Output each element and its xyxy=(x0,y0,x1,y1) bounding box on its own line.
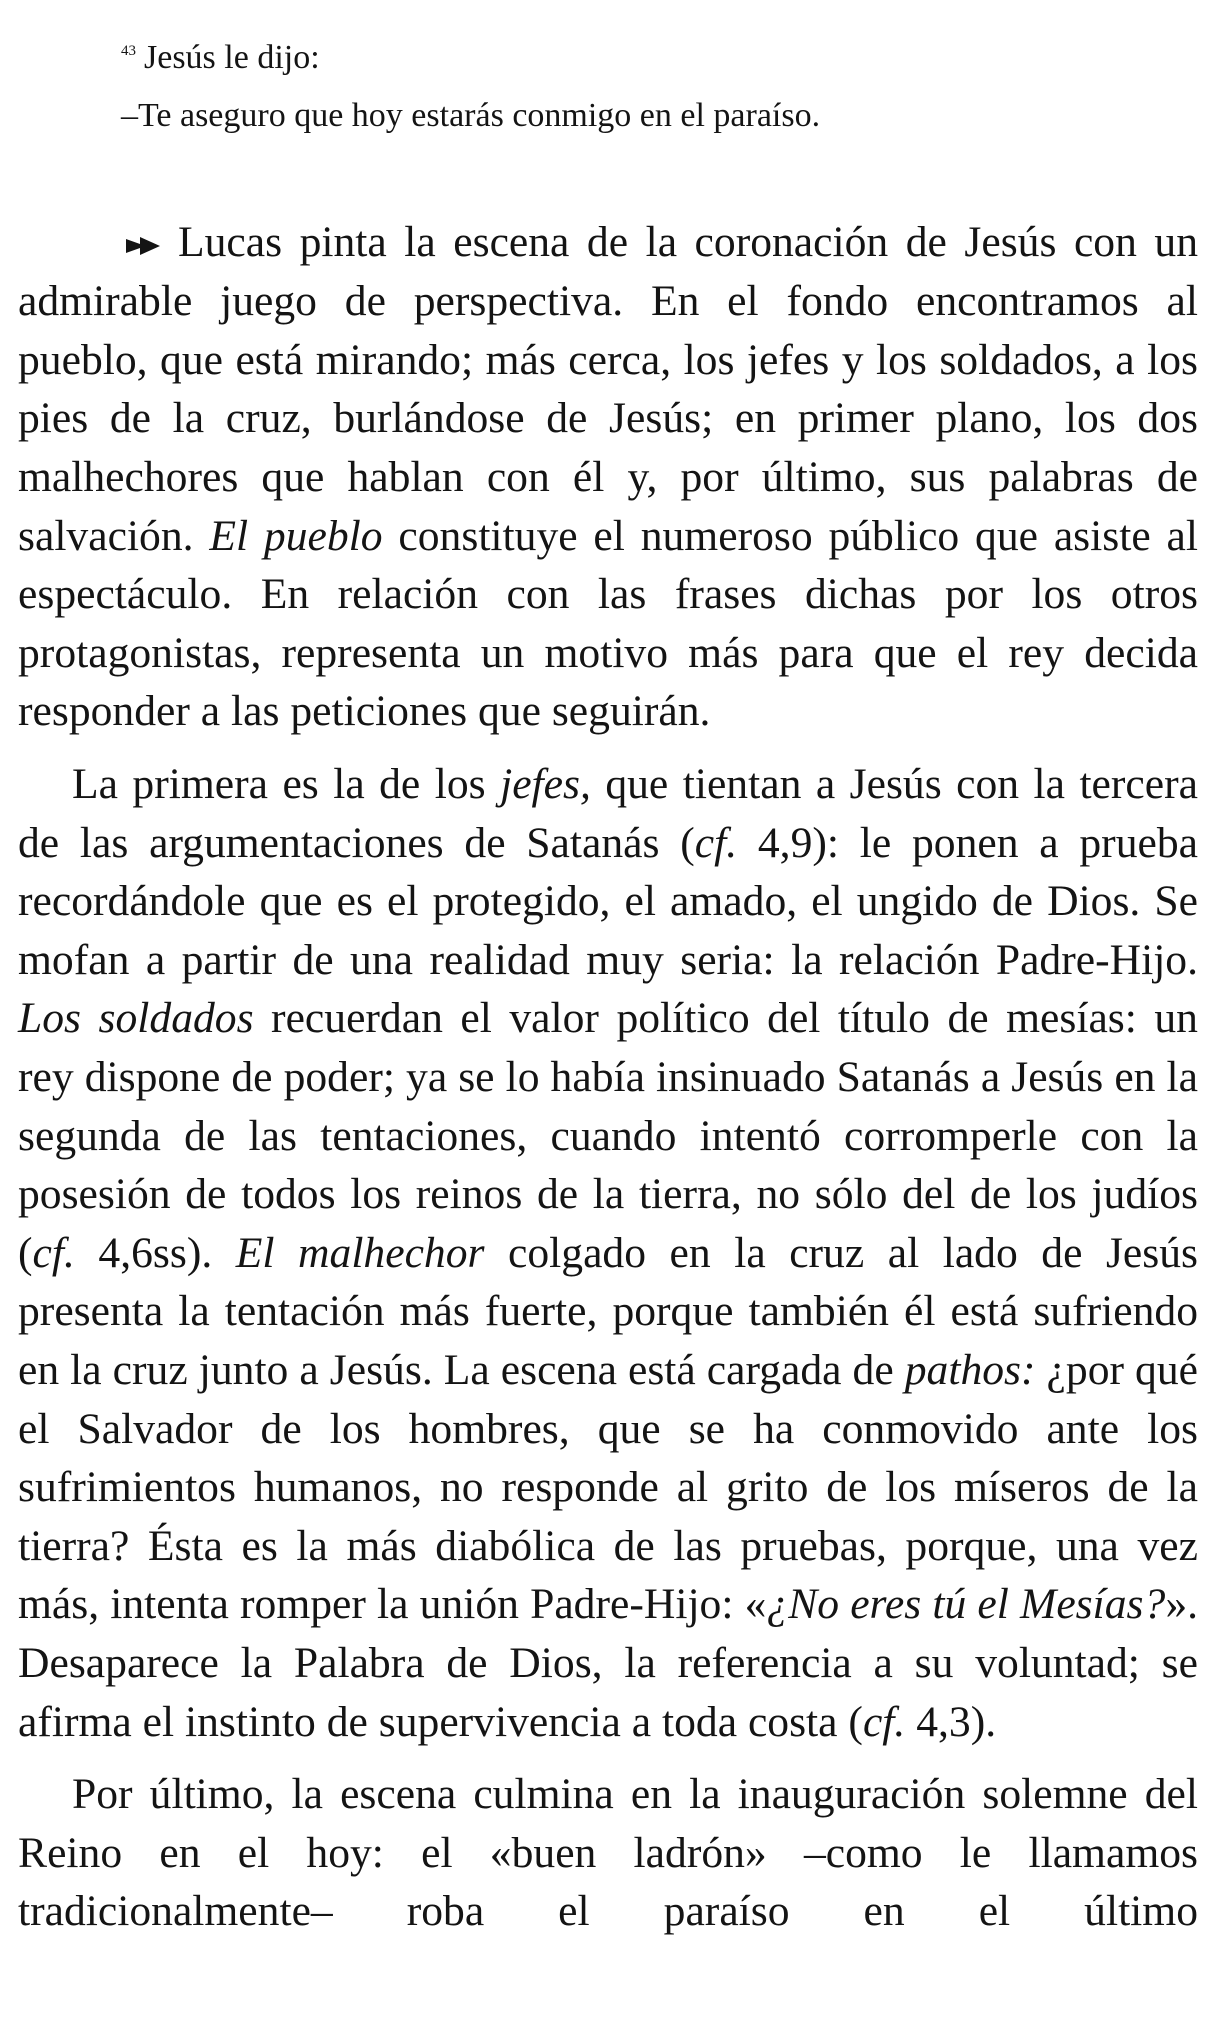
commentary-body xyxy=(18,213,1198,1941)
p2-text-9: 4,3). xyxy=(905,1697,997,1746)
commentary-paragraph-2 xyxy=(18,755,1198,1751)
verse-number: 43 xyxy=(121,43,136,59)
arrow-right-icon xyxy=(72,214,160,273)
p1-text-2: constituye el numeroso público que asiste al espectáculo. En relación con las frases dichas por los otros protagonistas, representa un motivo más para que el rey decida responder a las peticiones que seguirán. xyxy=(18,511,1198,736)
p2-italic-7: ¿No eres tú el Mesías? xyxy=(766,1580,1166,1629)
verse-speaker-line xyxy=(121,22,1198,87)
p2-text-6: colgado en la cruz al lado de Jesús presenta la tentación más fuerte, porque también él está sufriendo en la cruz junto a Jesús. La escena está cargada de xyxy=(18,1228,1198,1394)
p2-text-1: La primera es la de los xyxy=(72,760,501,809)
p2-text-5: 4,6ss). xyxy=(74,1228,236,1277)
p3-text-1: Por último, la escena culmina en la inauguración solemne del Reino en el hoy: el «buen ladrón» –como le llamamos tradicionalmente– roba el paraíso en el último xyxy=(18,1770,1198,1936)
p2-text-2: que tientan a Jesús con la tercera de las argumentaciones de Satanás ( xyxy=(18,760,1198,867)
p2-italic-8: cf. xyxy=(862,1697,906,1746)
commentary-paragraph-1 xyxy=(18,213,1198,741)
p1-italic-1: El pueblo xyxy=(209,511,383,560)
p2-italic-5: El malhechor xyxy=(235,1228,485,1277)
commentary-paragraph-3 xyxy=(18,1765,1198,1941)
p2-text-4: recuerdan el valor político del título de mesías: un rey dispone de poder; ya se lo había insinuado Satanás a Jesús en la segunda de las tentaciones, cuando intentó corromperle con la posesión de todos los reinos de la tierra, no sólo del de los judíos ( xyxy=(18,994,1198,1277)
p2-italic-1: jefes, xyxy=(500,760,591,809)
p1-text-1: Lucas pinta la escena de la coronación de Jesús con un admirable juego de perspectiva. En el fondo encontramos al pueblo, que está mirando; más cerca, los jefes y los soldados, a los pies de la cruz, burlándose de Jesús; en primer plano, los dos malhechores que hablan con él y, por último, sus palabras de salvación. xyxy=(18,218,1198,560)
p2-text-7: ¿por qué el Salvador de los hombres, que se ha conmovido ante los sufrimientos humanos, no responde al grito de los míseros de la tierra? Ésta es la más diabólica de las pruebas, porque, una vez más, intenta romper la unión Padre-Hijo: « xyxy=(18,1345,1198,1629)
p2-italic-3: Los soldados xyxy=(18,994,254,1043)
p2-italic-6: pathos: xyxy=(904,1345,1036,1394)
p2-italic-2: cf. xyxy=(694,818,738,867)
verse-quote-line: –Te aseguro que hoy estarás conmigo en el paraíso. xyxy=(121,97,821,134)
verse-speaker-text: Jesús le dijo: xyxy=(144,39,320,76)
p2-text-3: 4,9): le ponen a prueba recordándole que es el protegido, el amado, el ungido de Dios. Se mofan a partir de una realidad muy seria: la relación Padre-Hijo. xyxy=(18,818,1198,984)
p2-italic-4: cf. xyxy=(32,1228,75,1277)
book-page xyxy=(18,22,1198,1941)
p2-text-8: ». Desaparece la Palabra de Dios, la referencia a su voluntad; se afirma el instinto de supervivencia a toda costa ( xyxy=(18,1580,1199,1746)
